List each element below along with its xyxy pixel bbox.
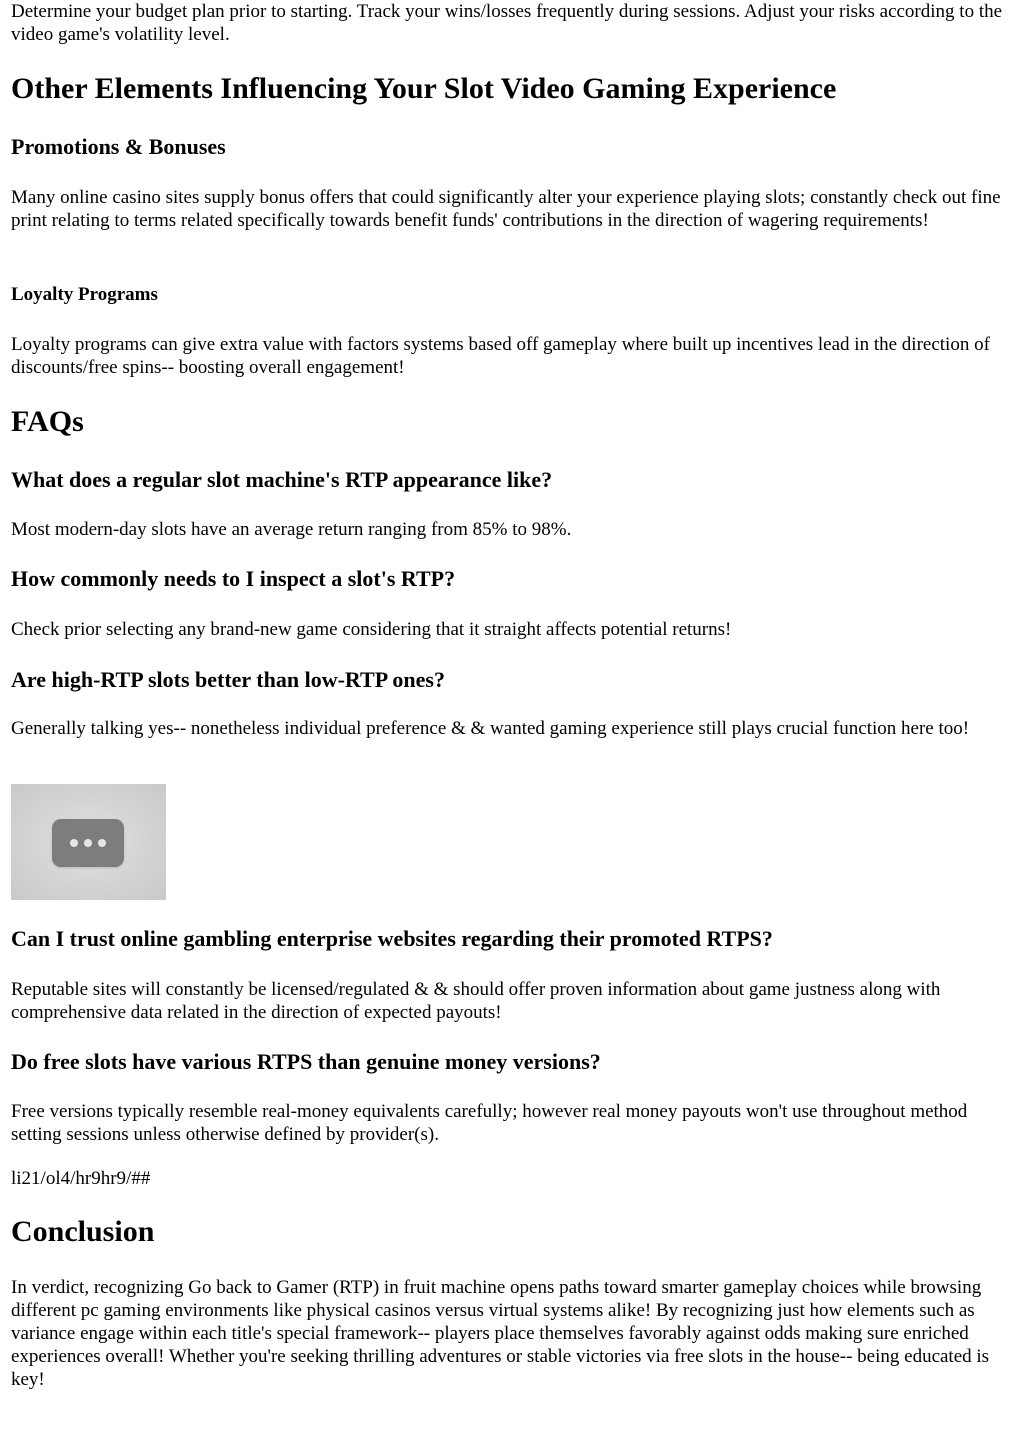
embedded-media-placeholder[interactable] bbox=[11, 784, 166, 900]
stray-markup-text: li21/ol4/hr9hr9/## bbox=[11, 1168, 151, 1189]
faq-question: What does a regular slot machine's RTP appearance like? bbox=[11, 467, 553, 492]
faq-answer: Reputable sites will constantly be licensed/regulated & & should offer proven information about game justness along with comprehensive data related in the direction of expected payouts! bbox=[11, 979, 941, 1023]
faq-answer: Most modern-day slots have an average return ranging from 85% to 98%. bbox=[11, 519, 572, 540]
subheading-promotions: Promotions & Bonuses bbox=[11, 134, 226, 159]
faq-answer: Generally talking yes-- nonetheless individual preference & & wanted gaming experience still plays crucial function here too! bbox=[11, 718, 970, 739]
faq-answer: Free versions typically resemble real-money equivalents carefully; however real money payouts won't use throughout method setting sessions unless otherwise defined by provider(s). bbox=[11, 1101, 968, 1145]
subheading-loyalty: Loyalty Programs bbox=[11, 284, 158, 305]
loyalty-paragraph: Loyalty programs can give extra value with factors systems based off gameplay where built up incentives lead in the direction of discounts/free spins-- boosting overall engagement! bbox=[11, 334, 990, 378]
dot-icon bbox=[98, 839, 106, 847]
section-heading-other-elements: Other Elements Influencing Your Slot Video Gaming Experience bbox=[11, 72, 837, 105]
faq-question: How commonly needs to I inspect a slot's RTP? bbox=[11, 566, 456, 591]
more-horizontal-icon bbox=[52, 819, 124, 867]
dot-icon bbox=[70, 839, 78, 847]
faq-question: Do free slots have various RTPS than genuine money versions? bbox=[11, 1049, 601, 1074]
conclusion-paragraph: In verdict, recognizing Go back to Gamer (RTP) in fruit machine opens paths toward smarter gameplay choices while browsing different pc gaming environments like physical casinos versus virtual systems alike! By recognizing just how elements such as variance engage within each title's special framework-- players place themselves favorably against odds making sure enriched experiences overall! Whether you're seeking thrilling adventures or stable victories via free slots in the house-- being educated is key! bbox=[11, 1277, 990, 1390]
faq-question: Are high-RTP slots better than low-RTP ones? bbox=[11, 667, 445, 692]
faq-answer: Check prior selecting any brand-new game considering that it straight affects potential returns! bbox=[11, 619, 732, 640]
section-heading-conclusion: Conclusion bbox=[11, 1215, 155, 1248]
section-heading-faqs: FAQs bbox=[11, 405, 84, 438]
promotions-paragraph: Many online casino sites supply bonus offers that could significantly alter your experience playing slots; constantly check out fine print relating to terms related specifically towards benefit funds' contributions in the direction of wagering requirements! bbox=[11, 187, 1001, 231]
faq-question: Can I trust online gambling enterprise websites regarding their promoted RTPS? bbox=[11, 926, 773, 951]
intro-paragraph: Determine your budget plan prior to starting. Track your wins/losses frequently during sessions. Adjust your risks according to the video game's volatility level. bbox=[11, 1, 1003, 45]
dot-icon bbox=[84, 839, 92, 847]
